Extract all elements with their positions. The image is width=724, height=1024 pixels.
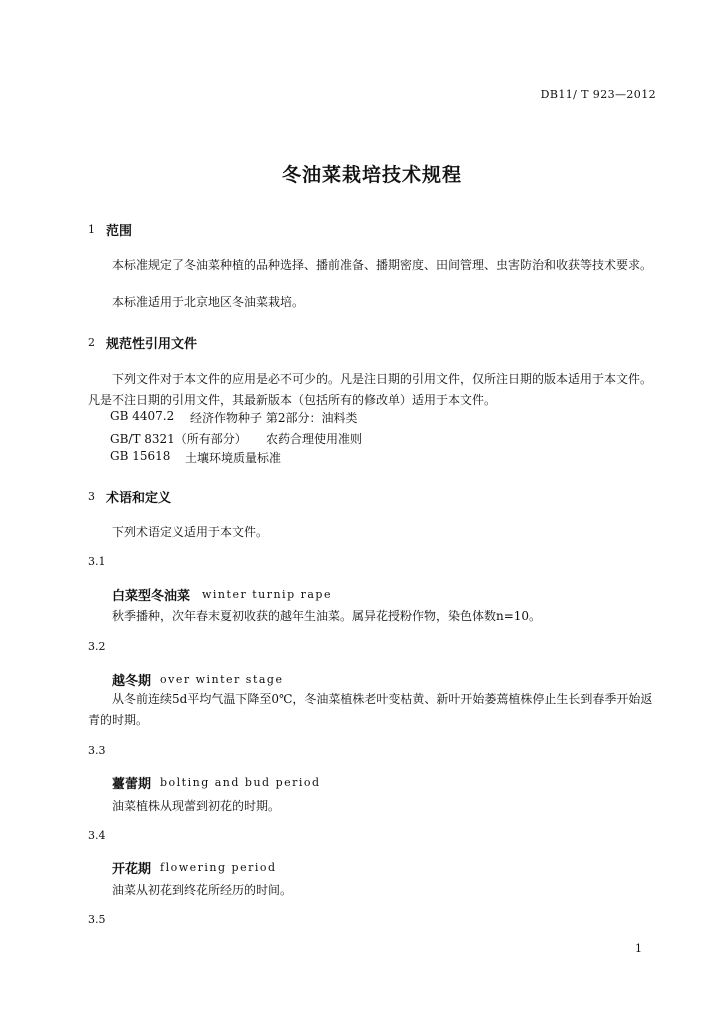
section-title: 范围	[106, 224, 133, 239]
term-definition: 油菜植株从现蕾到初花的时期。	[112, 799, 281, 813]
reference-title: 农药合理使用准则	[266, 432, 363, 446]
paragraph: 下列文件对于本文件的应用是必不可少的。凡是注日期的引用文件，仅所注日期的版本适用于本文件。凡是不注日期的引用文件，其最新版本（包括所有的修改单）适用于本文件。	[88, 372, 653, 407]
reference-id: GB/T 8321（所有部分）	[110, 432, 247, 446]
term-number: 3.2	[88, 640, 106, 653]
reference-id: GB 15618	[110, 449, 171, 463]
term-number: 3.3	[88, 744, 106, 757]
term-number: 3.1	[88, 555, 106, 568]
term-number: 3.4	[88, 829, 106, 842]
reference-id: GB 4407.2	[110, 409, 175, 423]
term-definition: 秋季播种，次年春末夏初收获的越年生油菜。属异花授粉作物，染色体数n=10。	[112, 609, 542, 623]
term-english: winter turnip rape	[202, 588, 332, 601]
term-chinese: 薹蕾期	[112, 777, 152, 792]
term-chinese: 越冬期	[112, 674, 152, 689]
document-title: 冬油菜栽培技术规程	[281, 164, 462, 186]
paragraph: 本标准适用于北京地区冬油菜栽培。	[112, 295, 305, 309]
term-english: flowering period	[160, 861, 277, 874]
page-number: 1	[635, 942, 642, 955]
paragraph: 下列术语定义适用于本文件。	[112, 525, 269, 539]
reference-title: 土壤环境质量标准	[185, 451, 282, 465]
reference-title: 经济作物种子 第2部分：油料类	[190, 411, 358, 425]
term-chinese: 开花期	[112, 862, 152, 877]
section-title: 规范性引用文件	[106, 337, 198, 352]
term-english: bolting and bud period	[160, 776, 321, 789]
term-definition: 从冬前连续5d平均气温下降至0℃，冬油菜植株老叶变枯黄、新叶开始萎蔫植株停止生长到春季开始返青的时期。	[88, 692, 653, 727]
section-title: 术语和定义	[106, 491, 172, 506]
standard-code: DB11/ T 923—2012	[540, 88, 656, 101]
paragraph: 本标准规定了冬油菜种植的品种选择、播前准备、播期密度、田间管理、虫害防治和收获等技术要求。	[112, 258, 653, 272]
term-english: over winter stage	[160, 673, 284, 686]
section-number: 3	[88, 490, 95, 503]
section-number: 2	[88, 336, 95, 349]
section-number: 1	[88, 223, 95, 236]
term-definition: 油菜从初花到终花所经历的时间。	[112, 883, 293, 897]
term-chinese: 白菜型冬油菜	[112, 589, 191, 604]
term-number: 3.5	[88, 913, 106, 926]
